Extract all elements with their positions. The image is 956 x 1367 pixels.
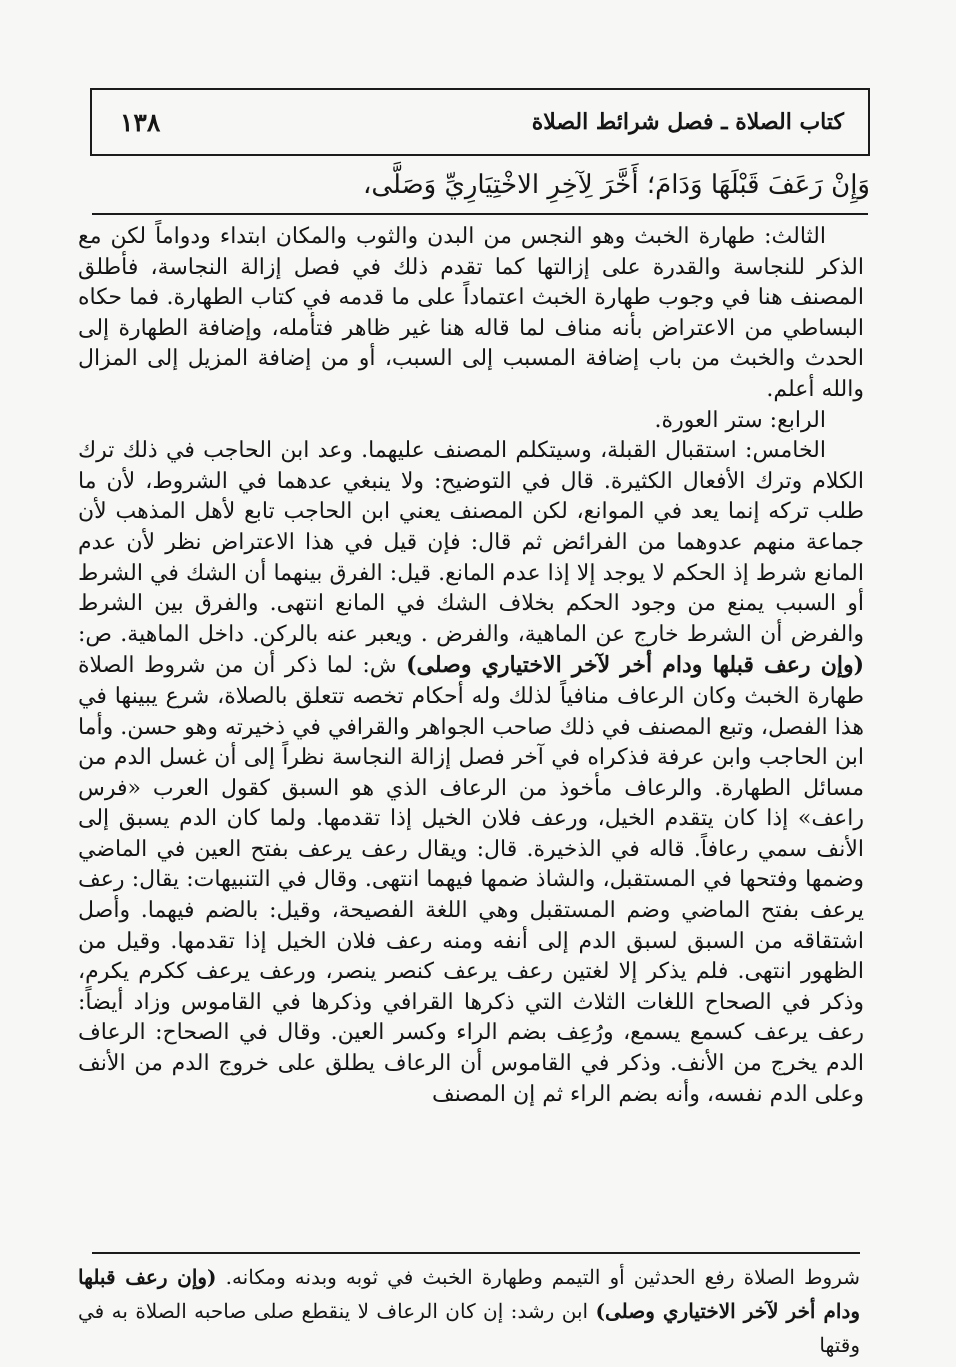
paragraph-text: الخامس: استقبال القبلة، وسيتكلم المصنف عليهما. وعد ابن الحاجب في ذلك ترك الكلام وترك الأفعال الكثيرة. قال في التوضيح: ولا ينبغي عدهما في الشروط، لأن ما طلب تركه إنما يعد في الموانع، لكن المصنف يعني ابن الحاجب تابع لأهل المذهب لأن جماعة منهم عدوهما من الفرائض ثم قال: فإن قيل في هذا الاعتراض نظر لأن عدم المانع شرط إذ الحكم لا يوجد إلا إذا عدم المانع. قيل: الفرق بينهما أن الشك في الشرط أو السبب يمنع من وجود الحكم بخلاف الشك في المانع انتهى. والفرق بين الشرط والفرض أن الشرط خارج عن الماهية، والفرض . ويعبر عنه بالركن. داخل الماهية. ص: (78, 438, 864, 647)
footnote-text: ابن رشد: إن كان الرعاف لا ينقطع صلى صاحبه الصلاة به في وقتها (78, 1299, 860, 1357)
page-number: ١٣٨ (120, 107, 161, 137)
commentary-body (78, 222, 864, 1110)
sharh-marker: ش: (352, 653, 407, 679)
paragraph-third-condition: الثالث: طهارة الخبث وهو النجس من البدن والثوب والمكان ابتداء ودواماً لكن مع الذكر للنجاسة والقدرة على إزالتها كما تقدم ذلك في فصل إزالة النجاسة، فأطلق المصنف هنا في وجوب طهارة الخبث اعتماداً على ما قدمه في كتاب الطهارة. فما حكاه البساطي من الاعتراض بأنه مناف لما قاله هنا غير ظاهر فتأمله، وإضافة الطهارة إلى الحدث والخبث من باب إضافة المسبب إلى السبب، أو من إضافة المزيل إلى المزال والله أعلم. (78, 224, 864, 402)
paragraph-fifth-condition (78, 436, 864, 1110)
footnote (78, 1260, 860, 1362)
paragraph-text: لما ذكر أن من شروط الصلاة طهارة الخبث وكان الرعاف منافياً لذلك وله أحكام تخصه تتعلق بالصلاة، شرع يبينها في هذا الفصل، وتبع المصنف في ذلك صاحب الجواهر والقرافي في ذخيرته وهو حسن. وأما ابن الحاجب وابن عرفة فذكراه في آخر فصل إزالة النجاسة نظراً إلى أن غسل الدم من مسائل الطهارة. والرعاف مأخوذ من الرعاف الذي هو السبق كقول العرب «فرس راعف» إذا كان يتقدم الخيل، ورعف فلان الخيل إذا تقدمها. ولما كان الدم يسبق إلى الأنف سمي رعافاً. قاله في الذخيرة. قال: ويقال رعف يرعف بفتح العين في الماضي وضمها وفتحها في المستقبل، والشاذ ضمها فيهما انتهى. وقال في التنبيهات: يقال: رعف يرعف بفتح الماضي وضم المستقبل وهي اللغة الفصيحة، وقيل: بالضم فيهما. وأصل اشتقاقه من السبق لسبق الدم إلى أنفه ومنه رعف فلان الخيل إذا تقدمها. وقيل من الظهور انتهى. فلم يذكر إلا لغتين رعف يرعف كنصر ينصر، ورعف يرعف ككرم يكرم، وذكر في الصحاح اللغات الثلاث التي ذكرها القرافي وذكرها في القاموس وزاد أيضاً: رعف يرعف كسمع يسمع، ورُعِف بضم الراء وكسر العين. وقال في الصحاح: الرعاف الدم يخرج من الأنف. وذكر في القاموس أن الرعاف يطلق على خروج الدم من الأنف وعلى الدم نفسه، وأنه بضم الراء ثم إن المصنف (78, 653, 865, 1107)
running-header (90, 88, 870, 156)
paragraph-fourth-condition: الرابع: ستر العورة. (654, 407, 826, 433)
running-title: كتاب الصلاة ـ فصل شرائط الصلاة (531, 109, 844, 135)
footnote-divider (92, 1252, 860, 1254)
matn-quote: (وإن رعف قبلها ودام أخر لآخر الاختياري وصلى) (406, 652, 864, 679)
top-divider (92, 213, 868, 215)
footnote-matn-quote: (وإن رعف قبلها ودام أخر لآخر الاختياري وصلى) (78, 1265, 861, 1323)
footnote-text: شروط الصلاة رفع الحدثين أو التيمم وطهارة الخبث في ثوبه وبدنه ومكانه. (216, 1265, 861, 1289)
matn-verse: وَإِنْ رَعَفَ قَبْلَهَا وَدَامَ؛ أَخَّرَ لِآخِرِ الاخْتِيَارِيِّ وَصَلَّى، (362, 170, 870, 200)
